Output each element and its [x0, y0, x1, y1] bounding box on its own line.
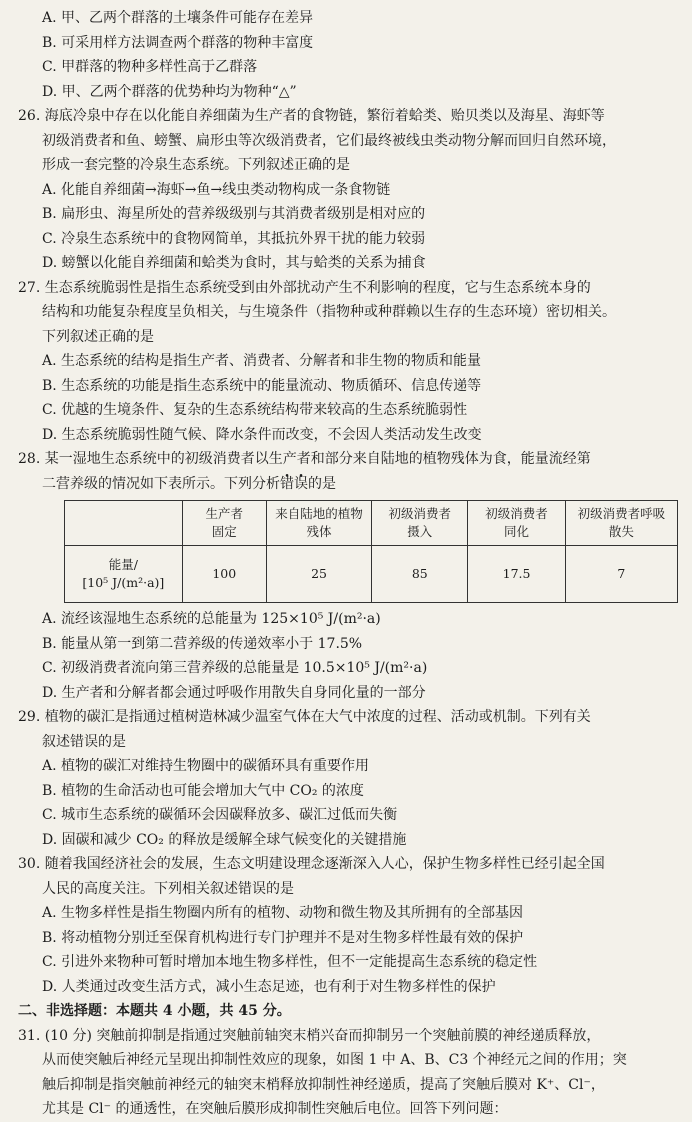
option-b: B. 可采用样方法调查两个群落的物种丰富度: [42, 34, 314, 51]
table-row: [65, 546, 678, 603]
question-30: [18, 852, 678, 999]
option-a: A. 甲、乙两个群落的土壤条件可能存在差异: [42, 10, 314, 26]
option-c: C. 引进外来物种可暂时增加本地生物多样性，但不一定能提高生态系统的稳定性: [42, 954, 538, 970]
question-stem: 30. 随着我国经济社会的发展，生态文明建设理念逐渐深入人心，保护生物多样性已经引起全国: [18, 856, 605, 872]
option-a: A. 植物的碳汇对维持生物圈中的碳循环具有重要作用: [42, 758, 370, 774]
question-stem: 29. 植物的碳汇是指通过植树造林减少温室气体在大气中浓度的过程、活动或机制。下列有关: [18, 709, 591, 725]
option-b: B. 能量从第一到第二营养级的传递效率小于 17.5%: [42, 635, 363, 652]
table-cell: 85: [372, 546, 468, 603]
question-stem: 初级消费者和鱼、螃蟹、扁形虫等次级消费者，它们最终被线虫类动物分解而回归自然环境，: [42, 132, 616, 149]
option-b: B. 生态系统的功能是指生态系统中的能量流动、物质循环、信息传递等: [42, 377, 482, 394]
option-d: D. 固碳和减少 CO₂ 的释放是缓解全球气候变化的关键措施: [42, 831, 407, 848]
table-header: 来自陆地的植物 残体: [266, 501, 371, 546]
question-stem: 28. 某一湿地生态系统中的初级消费者以生产者和部分来自陆地的植物残体为食，能量流经第: [18, 451, 591, 467]
section-heading: 二、非选择题：本题共 4 小题，共 45 分。: [18, 1003, 291, 1019]
emphasis-dot-char: 错: [280, 475, 294, 492]
option-c: C. 冷泉生态系统中的食物网简单，其抵抗外界干扰的能力较弱: [42, 230, 426, 247]
table-header: 初级消费者 同化: [468, 501, 565, 546]
question-stem: 结构和功能复杂程度呈负相关，与生境条件（指物种或种群赖以生存的生态环境）密切相关。: [42, 304, 616, 320]
question-stem: 人民的高度关注。下列相关叙述错误的是: [42, 880, 294, 897]
question-stem: 26. 海底冷泉中存在以化能自养细菌为生产者的食物链，繁衍着蛤类、贻贝类以及海星、海虾等: [18, 108, 605, 124]
row-label: 能量/ [10⁵ J/(m²·a)]: [65, 546, 183, 603]
question-31: [18, 1024, 678, 1122]
question-stem: 二营养级的情况如下表所示。下列分析错误的是: [42, 475, 336, 492]
question-stem: 下列叙述正确的是: [42, 328, 154, 345]
option-a: A. 流经该湿地生态系统的总能量为 125×10⁵ J/(m²·a): [42, 611, 381, 627]
option-b: B. 将动植物分别迁至保育机构进行专门护理并不是对生物多样性最有效的保护: [42, 929, 524, 946]
question-stem: 31. (10 分) 突触前抑制是指通过突触前轴突末梢兴奋而抑制另一个突触前膜的神经递质释放，: [18, 1027, 601, 1044]
question-stem: 触后抑制是指突触前神经元的轴突末梢释放抑制性神经递质，提高了突触后膜对 K⁺、Cl⁻，: [42, 1076, 605, 1093]
question-stem: 形成一套完整的冷泉生态系统。下列叙述正确的是: [42, 157, 350, 173]
question-28: [18, 447, 678, 705]
emphasis-dot-char: 误: [294, 475, 308, 492]
option-d: D. 甲、乙两个群落的优势种均为物种“△”: [42, 83, 297, 100]
option-c: C. 优越的生境条件、复杂的生态系统结构带来较高的生态系统脆弱性: [42, 402, 468, 418]
table-corner-cell: [65, 501, 183, 546]
option-c: C. 甲群落的物种多样性高于乙群落: [42, 59, 258, 75]
energy-table: [64, 500, 678, 603]
table-header: 初级消费者 摄入: [372, 501, 468, 546]
question-stem: 叙述错误的是: [42, 733, 126, 750]
option-a: A. 生态系统的结构是指生产者、消费者、分解者和非生物的物质和能量: [42, 353, 482, 369]
option-a: A. 生物多样性是指生物圈内所有的植物、动物和微生物及其所拥有的全部基因: [42, 905, 524, 921]
option-d: D. 生态系统脆弱性随气候、降水条件而改变，不会因人类活动发生改变: [42, 426, 482, 443]
table-cell: 25: [266, 546, 371, 603]
table-cell: 7: [565, 546, 677, 603]
table-header: 初级消费者呼吸 散失: [565, 501, 677, 546]
option-c: C. 初级消费者流向第三营养级的总能量是 10.5×10⁵ J/(m²·a): [42, 660, 428, 676]
table-header: 生产者 固定: [182, 501, 266, 546]
question-stem: 从而使突触后神经元呈现出抑制性效应的现象，如图 1 中 A、B、C3 个神经元之间的作用；突: [42, 1052, 627, 1068]
option-d: D. 人类通过改变生活方式，减小生态足迹，也有利于对生物多样性的保护: [42, 978, 496, 995]
question-27: [18, 276, 678, 448]
question-stem: 27. 生态系统脆弱性是指生态系统受到由外部扰动产生不利影响的程度，它与生态系统本身的: [18, 279, 591, 296]
table-cell: 100: [182, 546, 266, 603]
option-d: D. 螃蟹以化能自养细菌和蛤类为食时，其与蛤类的关系为捕食: [42, 255, 426, 271]
question-29: [18, 705, 678, 852]
table-cell: 17.5: [468, 546, 565, 603]
option-b: B. 植物的生命活动也可能会增加大气中 CO₂ 的浓度: [42, 782, 364, 799]
q25-options: [18, 6, 678, 104]
option-c: C. 城市生态系统的碳循环会因碳释放多、碳汇过低而失衡: [42, 807, 398, 823]
question-26: [18, 104, 678, 276]
question-stem: 尤其是 Cl⁻ 的通透性，在突触后膜形成抑制性突触后电位。回答下列问题：: [42, 1101, 508, 1117]
option-a: A. 化能自养细菌→海虾→鱼→线虫类动物构成一条食物链: [42, 181, 391, 198]
table-header-row: [65, 501, 678, 546]
option-d: D. 生产者和分解者都会通过呼吸作用散失自身同化量的一部分: [42, 684, 426, 701]
option-b: B. 扁形虫、海星所处的营养级级别与其消费者级别是相对应的: [42, 206, 426, 222]
